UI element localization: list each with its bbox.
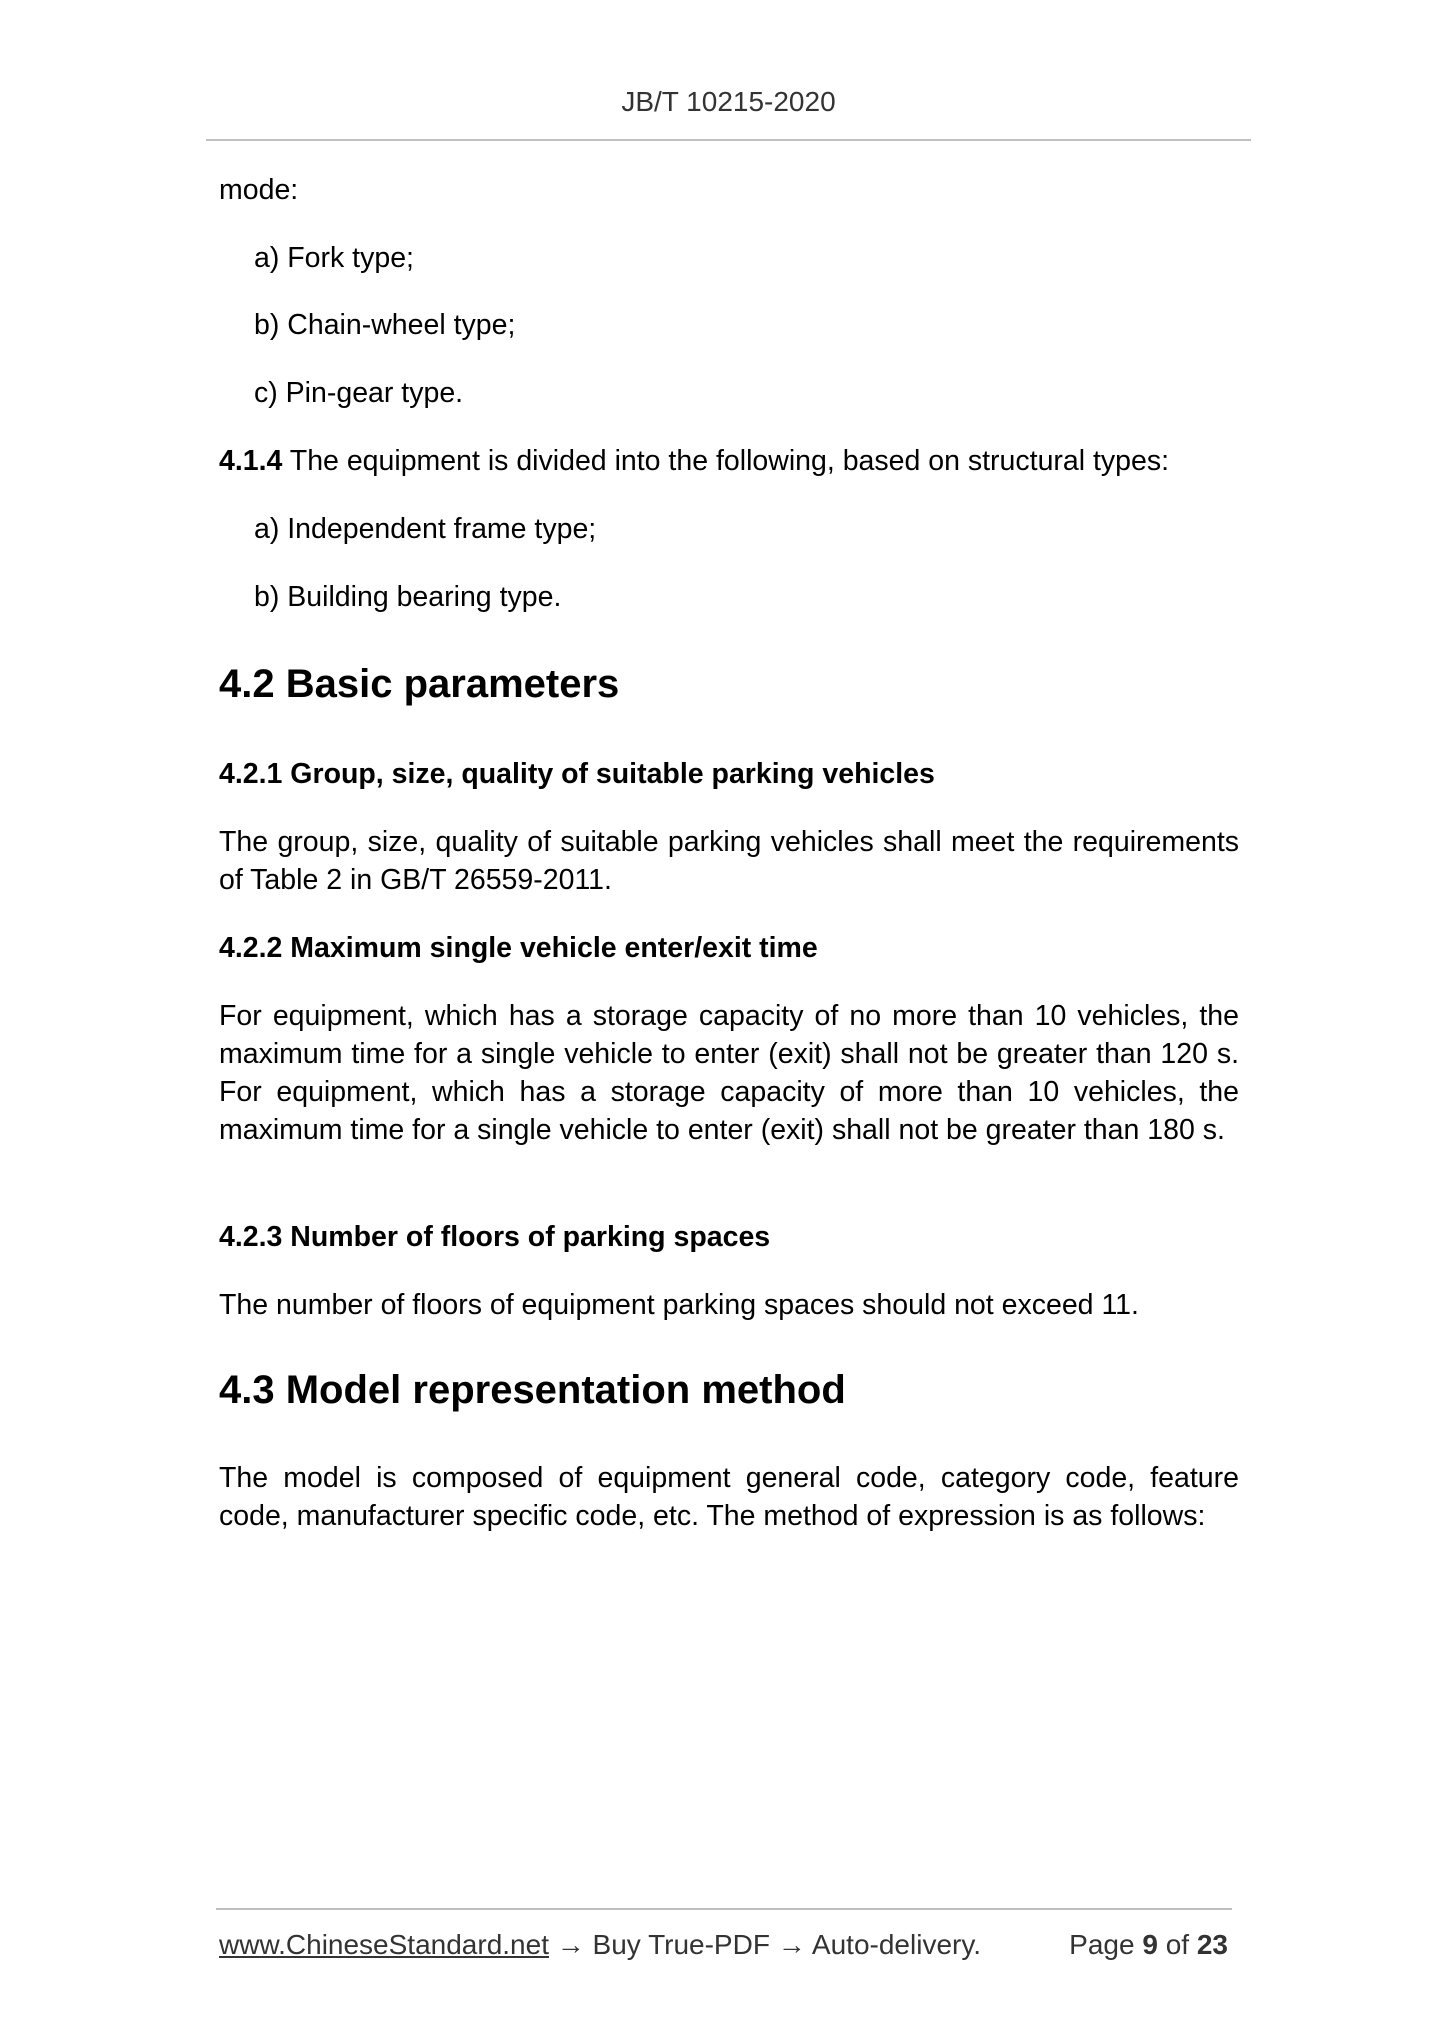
footer-promo-text: → Buy True-PDF → Auto-delivery. bbox=[548, 1929, 982, 1960]
list-item-fork: a) Fork type; bbox=[254, 242, 414, 274]
list-item-building-bearing: b) Building bearing type. bbox=[254, 581, 562, 613]
clause-number: 4.1.4 bbox=[219, 445, 283, 477]
total-pages: 23 bbox=[1196, 1929, 1228, 1960]
section-heading-4-3: 4.3 Model representation method bbox=[219, 1368, 846, 1412]
paragraph-4-2-3: The number of floors of equipment parking spaces should not exceed 11. bbox=[219, 1289, 1139, 1321]
mode-line: mode: bbox=[219, 174, 299, 206]
document-id-header: JB/T 10215-2020 bbox=[621, 86, 836, 117]
list-item-chain-wheel: b) Chain-wheel type; bbox=[254, 309, 516, 341]
footer-divider bbox=[216, 1908, 1232, 1910]
subsection-heading-4-2-2: 4.2.2 Maximum single vehicle enter/exit time bbox=[219, 932, 818, 964]
paragraph-4-2-2: For equipment, which has a storage capacity of no more than 10 vehicles, the maximum time for a single vehicle to enter (exit) shall not be greater than 120 s. For equipment, which has a storage capacity of more than 10 vehicles, the maximum time for a single vehicle to enter (exit) shall not be greater than 180 s. bbox=[219, 1000, 1239, 1146]
subsection-heading-4-2-3: 4.2.3 Number of floors of parking spaces bbox=[219, 1221, 771, 1253]
current-page: 9 bbox=[1142, 1929, 1158, 1960]
subsection-heading-4-2-1: 4.2.1 Group, size, quality of suitable parking vehicles bbox=[219, 758, 935, 790]
paragraph-4-2-1: The group, size, quality of suitable parking vehicles shall meet the requirements of Table 2 in GB/T 26559-2011. bbox=[219, 826, 1239, 896]
footer-promo bbox=[219, 1929, 981, 1961]
list-item-independent-frame: a) Independent frame type; bbox=[254, 513, 597, 545]
website-link[interactable]: www.ChineseStandard.net bbox=[219, 1929, 549, 1960]
paragraph-4-3: The model is composed of equipment general code, category code, feature code, manufacturer specific code, etc. The method of expression is as follows: bbox=[219, 1462, 1239, 1532]
clause-4-1-4 bbox=[219, 442, 1169, 480]
clause-text: The equipment is divided into the following, based on structural types: bbox=[282, 445, 1170, 477]
header-divider bbox=[206, 139, 1251, 141]
section-heading-4-2: 4.2 Basic parameters bbox=[219, 662, 620, 706]
list-item-pin-gear: c) Pin-gear type. bbox=[254, 377, 464, 409]
page-number: Page 9 of 23 bbox=[1069, 1929, 1228, 1960]
